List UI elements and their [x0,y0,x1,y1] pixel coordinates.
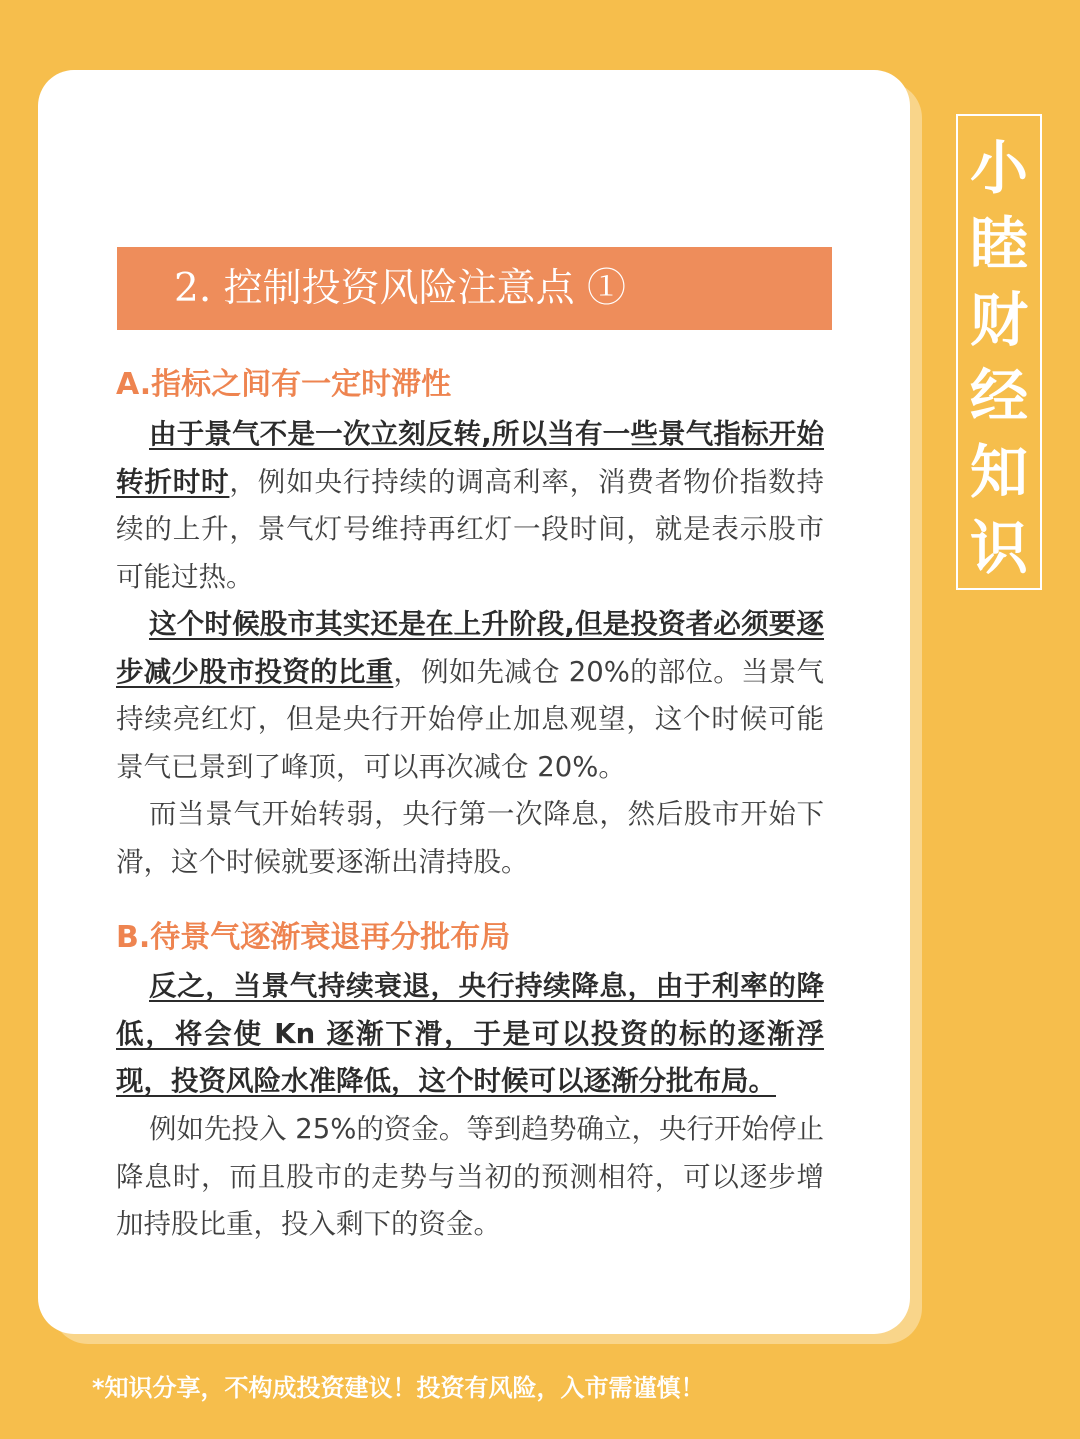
section-a-paragraph-1 [116,411,824,601]
brand-name: 小睦财经知识 [969,134,1028,582]
section-b-p1-emphasis: 反之，当景气持续衰退，央行持续降息，由于利率的降低，将会使 Kn 逐渐下滑，于是可以投资的标的逐渐浮现，投资风险水准降低，这个时候可以逐渐分批布局。 [116,970,824,1097]
brand-box [956,114,1042,590]
section-a-paragraph-3: 而当景气开始转弱，央行第一次降息，然后股市开始下滑，这个时候就要逐渐出清持股。 [116,798,824,878]
section-a-p1-emphasis: 由于景气不是一次立刻反转,所以当有一些景气指标开始转折时时 [116,418,824,498]
section-a-p1-text: ，例如央行持续的调高利率，消费者物价指数持续的上升，景气灯号维持再红灯一段时间，就是表示股市可能过热。 [116,465,825,593]
section-b-heading: B.待景气逐渐衰退再分批布局 [116,920,511,955]
section-a-paragraph-2 [116,601,824,791]
section-a-p2-emphasis: 这个时候股市其实还是在上升阶段,但是投资者必须要逐步减少股市投资的比重 [116,608,824,688]
section-a-p2-text: ，例如先减仓 20%的部位。当景气持续亮红灯，但是央行开始停止加息观望，这个时候可能景气已景到了峰顶，可以再次减仓 20%。 [116,655,824,783]
page-title: 2. 控制投资风险注意点 ① [174,266,627,311]
disclaimer: *知识分享，不构成投资建议！投资有风险，入市需谨慎！ [92,1374,705,1402]
section-b-paragraph-2: 例如先投入 25%的资金。等到趋势确立，央行开始停止降息时，而且股市的走势与当初的预测相符，可以逐步增加持股比重，投入剩下的资金。 [116,1113,824,1240]
section-a-heading: A.指标之间有一定时滞性 [116,367,452,402]
title-banner [117,247,832,330]
section-b-paragraph-1 [116,963,824,1106]
